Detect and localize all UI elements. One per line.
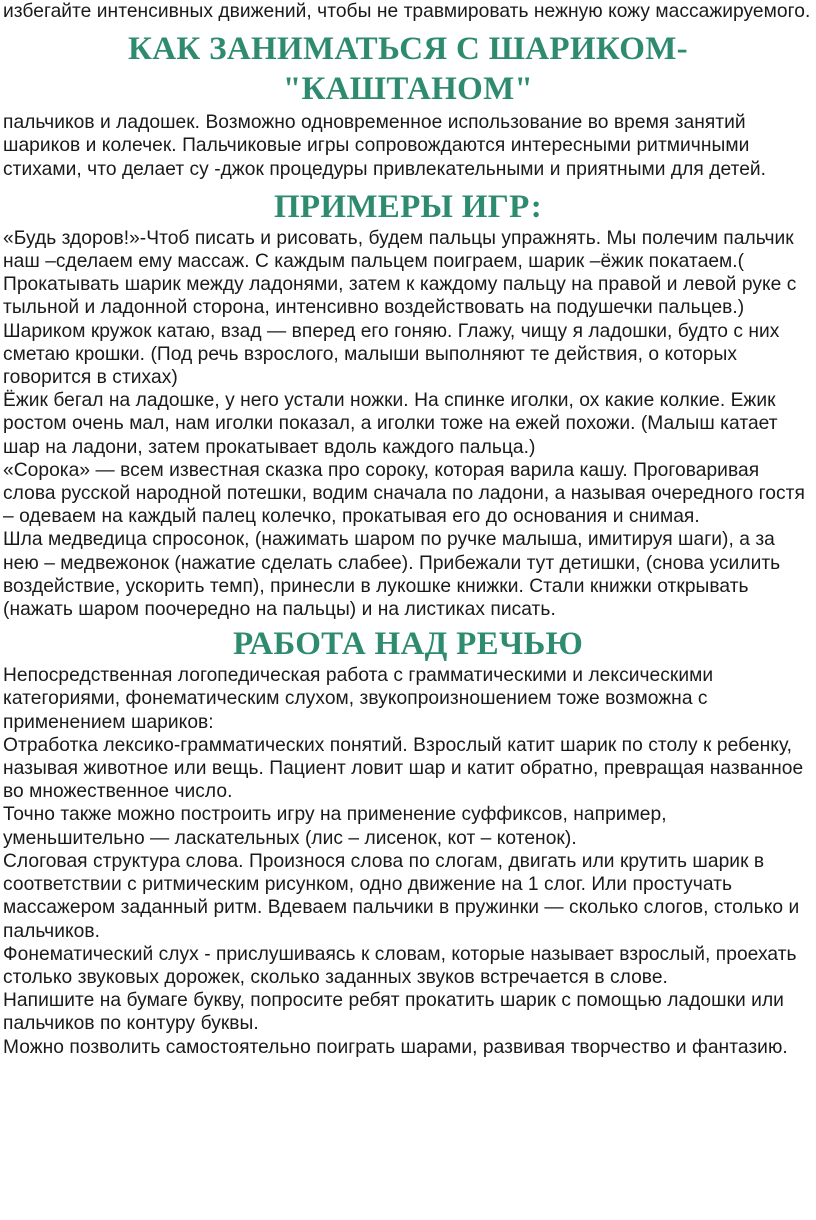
section-heading-speech-work: РАБОТА НАД РЕЧЬЮ — [232, 626, 584, 663]
section-heading-game-examples: ПРИМЕРЫ ИГР: — [273, 188, 543, 225]
game-paragraph-krugok: Шариком кружок катаю, взад — вперед его гоняю. Глажу, чищу я ладошки, будто с них сметаю крошки. (Под речь взрослого, малыши выполняют те действия, о которых говорится в стихах) — [3, 320, 780, 389]
section-heading-how-to-use-ball: КАК ЗАНИМАТЬСЯ С ШАРИКОМ-"КАШТАНОМ" — [128, 31, 688, 108]
speech-paragraph-free-play: Можно позволить самостоятельно поиграть шарами, развивая творчество и фантазию. — [3, 1036, 788, 1058]
document-page — [3, 0, 813, 1059]
section1-paragraph: пальчиков и ладошек. Возможно одновременное использование во время занятий шариков и колечек. Пальчиковые игры сопровождаются интересными ритмичными стихами, что делает су -джок процедуры привлекательными и приятными для детей. — [3, 112, 767, 180]
speech-paragraph-lexico-grammar: Отработка лексико-грамматических понятий. Взрослый катит шарик по столу к ребенку, называя животное или вещь. Пациент ловит шар и катит обратно, превращая названное во множественное число. — [3, 734, 804, 803]
speech-paragraph-suffixes: Точно также можно построить игру на применение суффиксов, например, уменьшительно — ласкательных (лис – лисенок, кот – котенок). — [3, 804, 667, 849]
speech-paragraph-letter: Напишите на бумаге букву, попросите ребят прокатить шарик с помощью ладошки или пальчиков по контуру буквы. — [3, 990, 784, 1035]
game-paragraph-bud-zdorov: «Будь здоров!»-Чтоб писать и рисовать, будем пальцы упражнять. Мы полечим пальчик наш –сделаем ему массаж. С каждым пальцем поиграем, шарик –ёжик покатаем.( Прокатывать шарик между ладонями, затем к каждому пальцу на правой и левой руке с тыльной и ладонной сторона, интенсивно воздействовать на подушечки пальцев.) — [3, 227, 797, 319]
game-paragraph-medveditsa: Шла медведица спросонок, (нажимать шаром по ручке малыша, имитируя шаги), а за нею – медвежонок (нажатие сделать слабее). Прибежали тут детишки, (снова усилить воздействие, ускорить темп), принесли в лукошке книжки. Стали книжки открывать (нажать шаром поочередно на пальцы) и на листиках писать. — [3, 529, 781, 621]
intro-fragment: избегайте интенсивных движений, чтобы не травмировать нежную кожу массажируемого. — [3, 1, 811, 22]
speech-paragraph-intro: Непосредственная логопедическая работа с грамматическими и лексическими категориями, фонематическим слухом, звукопроизношением тоже возможна с применением шариков: — [3, 665, 714, 733]
speech-paragraph-syllables: Слоговая структура слова. Произнося слова по слогам, двигать или крутить шарик в соответствии с ритмическим рисунком, одно движение на 1 слог. Или простучать массажером заданный ритм. Вдеваем пальчики в пружинки — сколько слогов, столько и пальчиков. — [3, 850, 800, 942]
game-paragraph-soroka: «Сорока» — всем известная сказка про сороку, которая варила кашу. Проговаривая слова русской народной потешки, водим сначала по ладони, а называя очередного гостя – одеваем на каждый палец колечко, прокатывая его до основания и снимая. — [3, 459, 805, 528]
game-paragraph-ezhik: Ёжик бегал на ладошке, у него устали ножки. На спинке иголки, ох какие колкие. Ежик ростом очень мал, нам иголки показал, а иголки тоже на ежей похожи. (Малыш катает шар на ладони, затем прокатывает вдоль каждого пальца.) — [3, 390, 778, 458]
speech-paragraph-phonemic: Фонематический слух - прислушиваясь к словам, которые называет взрослый, проехать столько звуковых дорожек, сколько заданных звуков встречается в слове. — [3, 943, 797, 988]
